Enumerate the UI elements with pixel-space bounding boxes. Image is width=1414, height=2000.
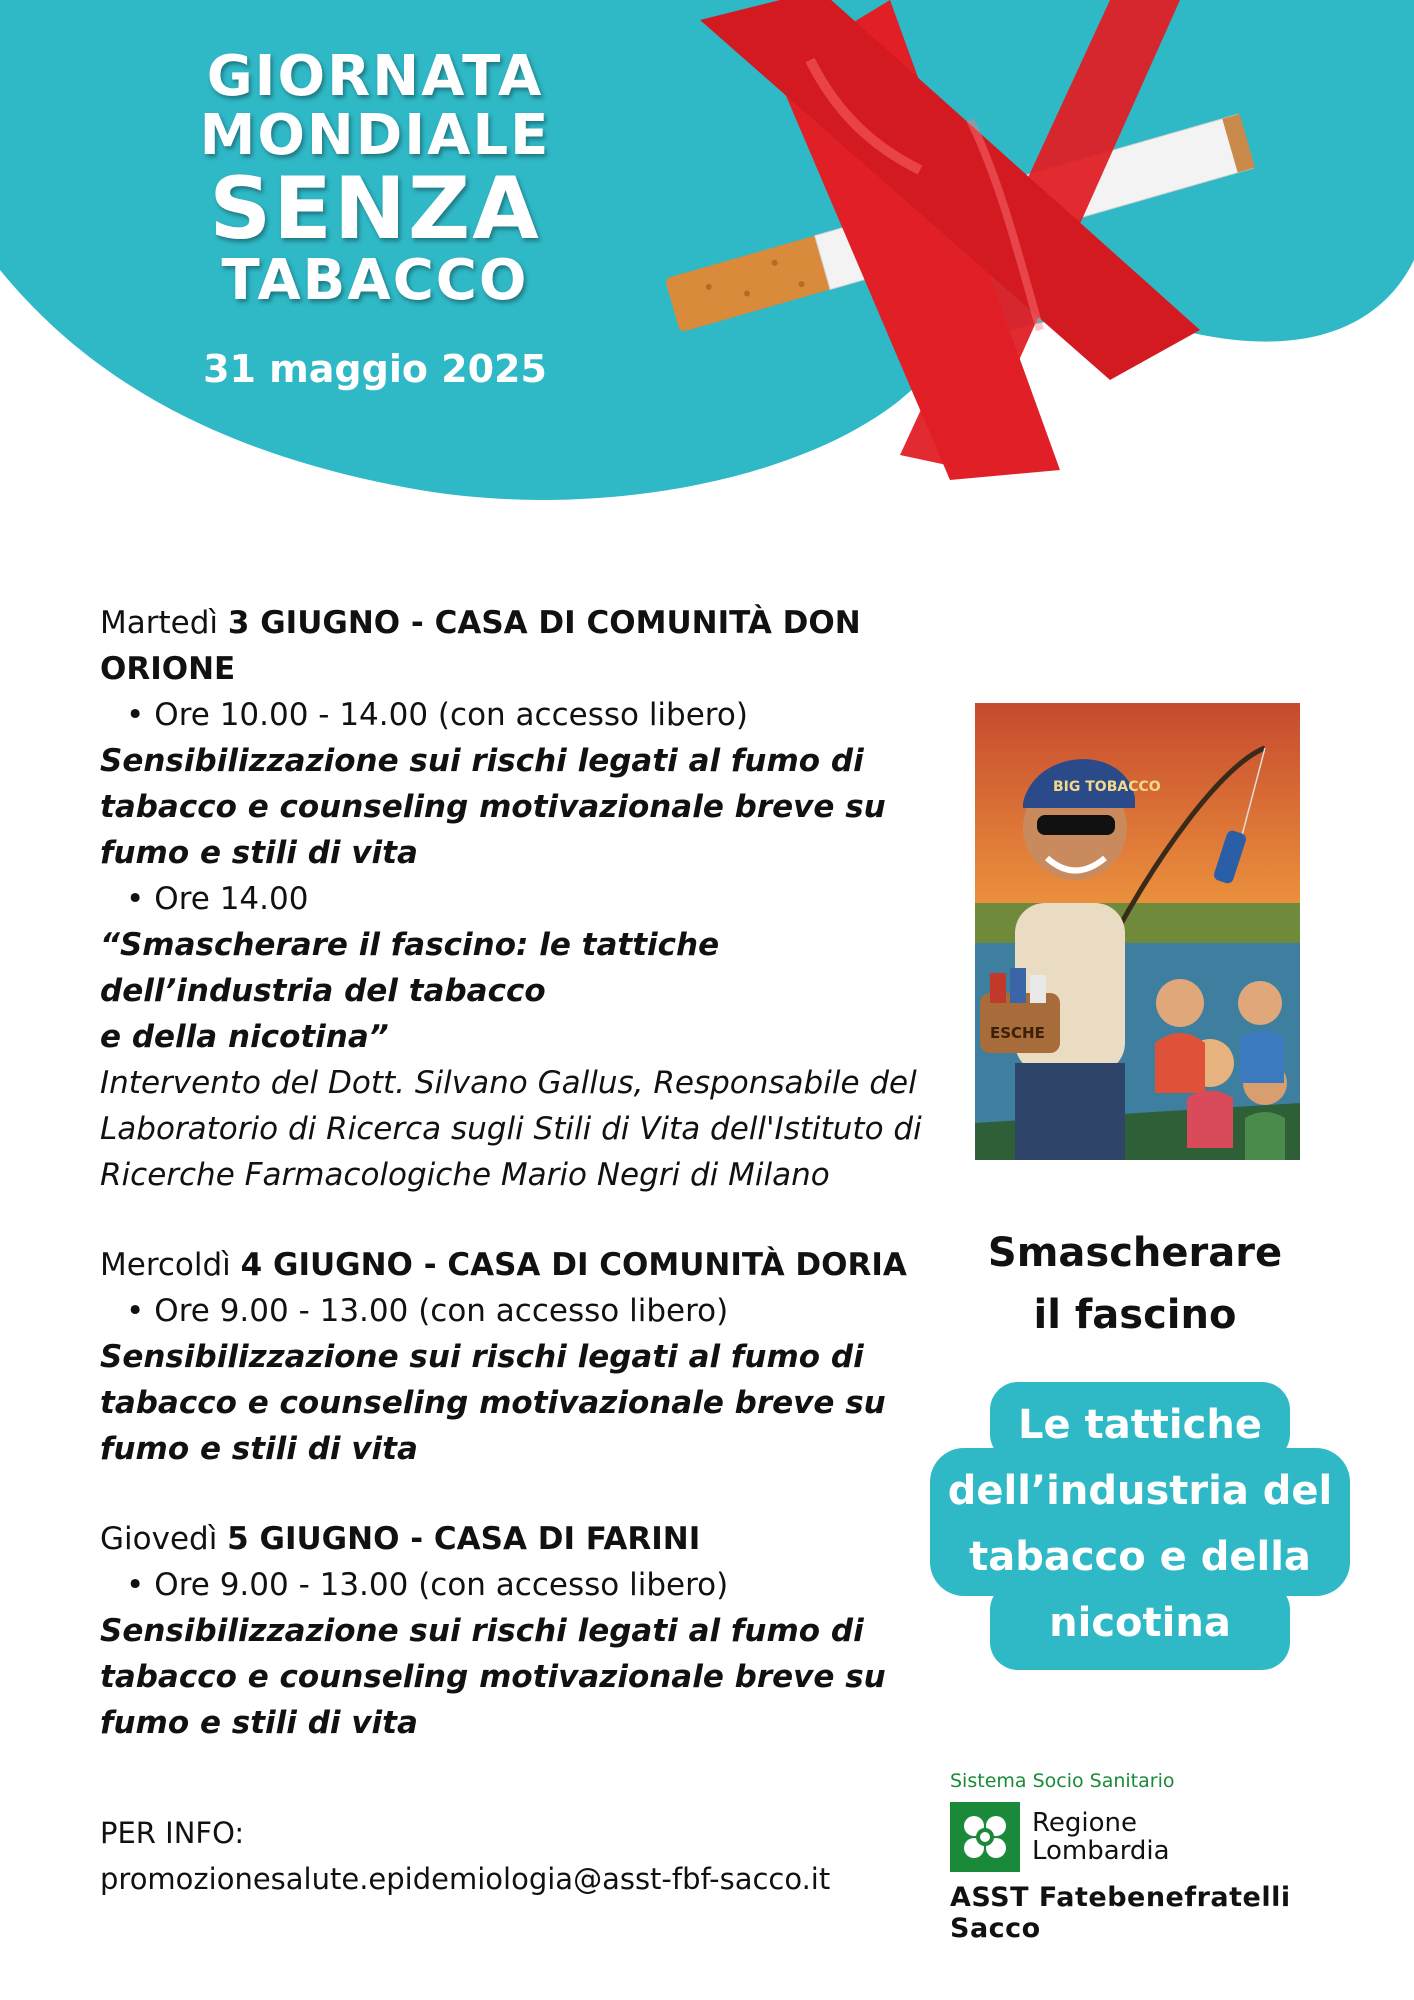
callout-line-1: Le tattiche bbox=[1018, 1402, 1262, 1448]
event-date-place-1: 3 GIUGNO - CASA DI COMUNITÀ DON ORIONE bbox=[100, 605, 861, 687]
regione-lombardia-logo bbox=[950, 1770, 1370, 1944]
events-list bbox=[100, 600, 960, 1746]
basket-text: ESCHE bbox=[990, 1024, 1045, 1042]
event-slot-1b: • Ore 14.00 bbox=[126, 876, 960, 922]
event-date-place-2: 4 GIUGNO - CASA DI COMUNITÀ DORIA bbox=[240, 1247, 907, 1283]
event-description-1: Sensibilizzazione sui rischi legati al fumo di tabacco e counseling motivazionale breve su fumo e stili di vita bbox=[100, 743, 886, 871]
event-heading-2 bbox=[100, 1242, 960, 1288]
title-line-tabacco: TABACCO bbox=[221, 247, 529, 313]
event-day-1: Martedì bbox=[100, 605, 219, 641]
logo-system-label: Sistema Socio Sanitario bbox=[950, 1770, 1175, 1792]
event-slot-3: • Ore 9.00 - 13.00 (con accesso libero) bbox=[126, 1562, 960, 1608]
event-date: 31 maggio 2025 bbox=[203, 347, 547, 392]
info-label: PER INFO: bbox=[100, 1816, 245, 1850]
logo-region-line-2: Lombardia bbox=[1032, 1836, 1170, 1866]
title-line-senza: SENZA bbox=[209, 158, 541, 259]
side-title-line-1: Smascherare bbox=[987, 1230, 1283, 1276]
event-description-3: Sensibilizzazione sui rischi legati al fumo di tabacco e counseling motivazionale breve su fumo e stili di vita bbox=[100, 1613, 886, 1741]
big-tobacco-illustration bbox=[975, 703, 1300, 1160]
event-date-place-3: 5 GIUGNO - CASA DI FARINI bbox=[227, 1521, 701, 1557]
talk-title-line-1: “Smascherare il fascino: le tattiche dell’industria del tabacco bbox=[100, 927, 720, 1009]
callout-line-2: dell’industria del bbox=[947, 1468, 1333, 1514]
side-title-line-2: il fascino bbox=[1033, 1292, 1237, 1338]
callout-line-4: nicotina bbox=[1049, 1600, 1231, 1646]
callout-text bbox=[930, 1392, 1350, 1656]
event-title bbox=[190, 44, 560, 392]
talk-title-line-2: e della nicotina” bbox=[100, 1019, 389, 1055]
contact-info bbox=[100, 1810, 830, 1902]
callout-line-3: tabacco e della bbox=[969, 1534, 1311, 1580]
logo-asst-name: ASST Fatebenefratelli Sacco bbox=[950, 1882, 1291, 1944]
event-day-3: Giovedì bbox=[100, 1521, 218, 1557]
title-line-mondiale: MONDIALE bbox=[199, 102, 551, 168]
title-line-giornata: GIORNATA bbox=[206, 44, 544, 109]
lombardia-rose-icon bbox=[950, 1802, 1020, 1872]
event-slot-2: • Ore 9.00 - 13.00 (con accesso libero) bbox=[126, 1288, 960, 1334]
crossed-cigarette-image bbox=[640, 0, 1260, 490]
event-heading-1 bbox=[100, 600, 960, 692]
event-description-2: Sensibilizzazione sui rischi legati al fumo di tabacco e counseling motivazionale breve su fumo e stili di vita bbox=[100, 1339, 886, 1467]
cap-text: BIG TOBACCO bbox=[1053, 779, 1161, 795]
event-slot-1a: • Ore 10.00 - 14.00 (con accesso libero) bbox=[126, 692, 960, 738]
info-email-link[interactable]: promozionesalute.epidemiologia@asst-fbf-sacco.it bbox=[100, 1862, 831, 1896]
logo-region-line-1: Regione bbox=[1032, 1808, 1138, 1838]
event-heading-3 bbox=[100, 1516, 960, 1562]
event-day-2: Mercoldì bbox=[100, 1247, 231, 1283]
speaker-note: Intervento del Dott. Silvano Gallus, Responsabile del Laboratorio di Ricerca sugli Stili di Vita dell'Istituto di Ricerche Farmacologiche Mario Negri di Milano bbox=[100, 1065, 922, 1193]
side-title bbox=[950, 1222, 1320, 1346]
